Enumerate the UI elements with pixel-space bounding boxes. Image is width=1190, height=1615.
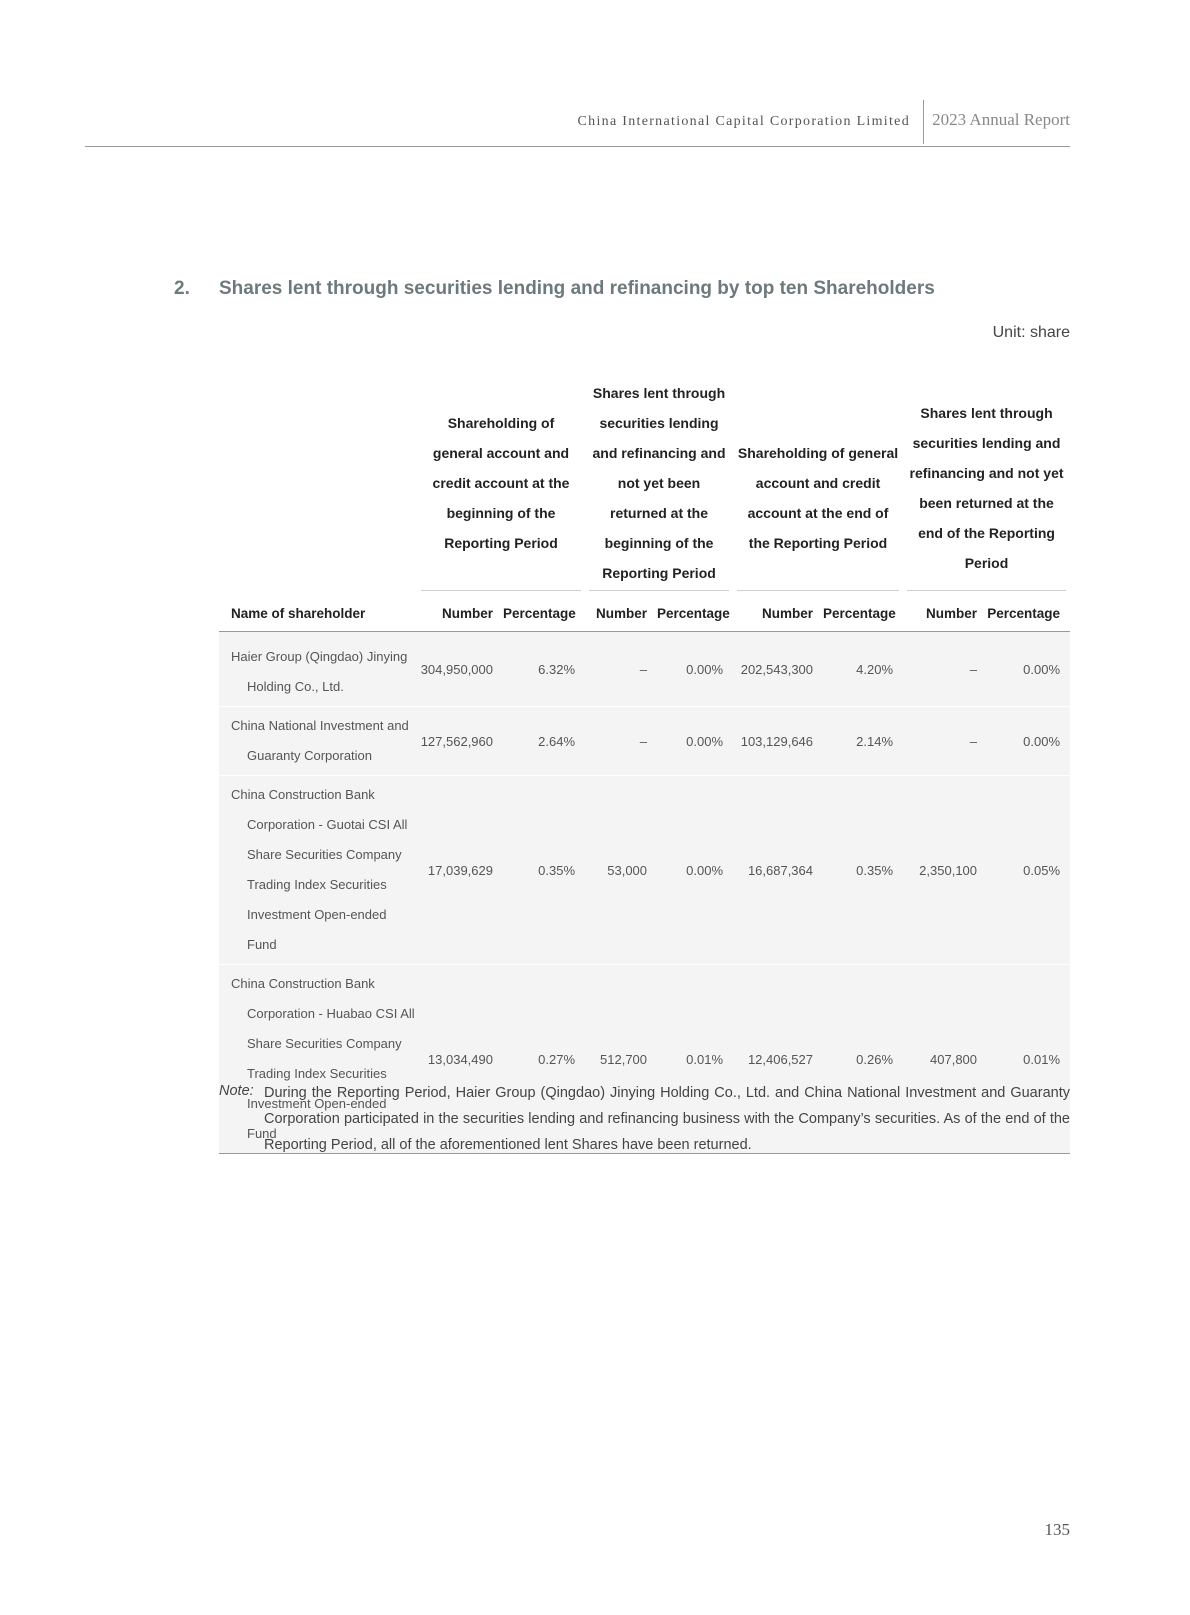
report-title: 2023 Annual Report (932, 110, 1070, 129)
table-row (219, 632, 1070, 707)
cell-value: 304,950,000 (417, 632, 503, 707)
cell-value: 0.05% (987, 776, 1070, 965)
cell-value: 0.00% (657, 707, 733, 776)
cell-value: 103,129,646 (733, 707, 823, 776)
name-line: Investment Open-ended Fund (247, 1096, 387, 1141)
cell-value: 0.00% (987, 632, 1070, 707)
group-header-text: Shareholding of general account and credit account at the beginning of the Reporting Period (421, 408, 581, 591)
group-header-text: Shares lent through securities lending and refinancing and not yet been returned at the end of the Reporting Period (907, 398, 1066, 591)
name-line: Share Securities Company (247, 1036, 402, 1051)
cell-value: 4.20% (823, 632, 903, 707)
cell-value: 13,034,490 (417, 965, 503, 1154)
cell-value: 0.01% (987, 965, 1070, 1154)
name-line: Corporation - Guotai CSI All (247, 817, 408, 832)
cell-value: 16,687,364 (733, 776, 823, 965)
group-header-text: Shareholding of general account and credit account at the end of the Reporting Period (737, 438, 899, 591)
cell-value: 127,562,960 (417, 707, 503, 776)
name-line: Trading Index Securities (247, 1066, 387, 1081)
cell-value: 407,800 (903, 965, 987, 1154)
cell-value: – (903, 632, 987, 707)
column-header: Percentage (503, 595, 585, 632)
header-divider (923, 100, 924, 144)
column-header: Number (903, 595, 987, 632)
blank-header (219, 378, 417, 595)
section-title: Shares lent through securities lending and refinancing by top ten Shareholders (219, 278, 935, 299)
cell-value: 0.35% (823, 776, 903, 965)
name-line: Guaranty Corporation (247, 748, 373, 763)
column-header: Percentage (657, 595, 733, 632)
cell-value: – (903, 707, 987, 776)
page-number: 135 (1044, 1520, 1070, 1539)
name-line: China National Investment and (231, 718, 409, 733)
shares-lent-table (219, 378, 1070, 1154)
group-header-end-lent (903, 378, 1070, 595)
cell-value: 0.35% (503, 776, 585, 965)
cell-value: 53,000 (585, 776, 657, 965)
group-header-begin-lent (585, 378, 733, 595)
name-line: Share Securities Company (247, 847, 402, 862)
page-header (85, 98, 1070, 147)
column-header: Number (585, 595, 657, 632)
cell-value: – (585, 707, 657, 776)
cell-value: 0.01% (657, 965, 733, 1154)
cell-value: 2.64% (503, 707, 585, 776)
note-text: During the Reporting Period, Haier Group (Qingdao) Jinying Holding Co., Ltd. and China National Investment and Guaranty Corporation participated in the securities lending and refinancing business with the Company’s securities. As of the end of the Reporting Period, all of the aforementioned lent Shares have been returned. (264, 1085, 1070, 1153)
company-name: China International Capital Corporation Limited (577, 114, 910, 129)
cell-value: 512,700 (585, 965, 657, 1154)
cell-value: 202,543,300 (733, 632, 823, 707)
cell-value: 0.27% (503, 965, 585, 1154)
column-header: Number (733, 595, 823, 632)
group-header-end-holding (733, 378, 903, 595)
column-header: Percentage (823, 595, 903, 632)
note-label: Note: (219, 1083, 254, 1099)
table-row (219, 776, 1070, 965)
cell-value: – (585, 632, 657, 707)
cell-value: 0.00% (987, 707, 1070, 776)
name-line: China Construction Bank (231, 976, 375, 991)
column-header: Percentage (987, 595, 1070, 632)
cell-value: 2,350,100 (903, 776, 987, 965)
shareholder-name (219, 707, 417, 776)
cell-value: 0.00% (657, 776, 733, 965)
section-number: 2. (174, 278, 190, 299)
name-line: Corporation - Huabao CSI All (247, 1006, 415, 1021)
cell-value: 12,406,527 (733, 965, 823, 1154)
group-header-begin-holding (417, 378, 585, 595)
column-header: Number (417, 595, 503, 632)
cell-value: 0.00% (657, 632, 733, 707)
name-line: Trading Index Securities (247, 877, 387, 892)
name-line: Investment Open-ended Fund (247, 907, 387, 952)
unit-label: Unit: share (992, 324, 1070, 341)
group-header-text: Shares lent through securities lending and refinancing and not yet been returned at the beginning of the Reporting Period (589, 378, 729, 591)
name-line: Holding Co., Ltd. (247, 679, 344, 694)
table-row (219, 707, 1070, 776)
name-line: Haier Group (Qingdao) Jinying (231, 649, 408, 664)
cell-value: 0.26% (823, 965, 903, 1154)
shareholder-name (219, 632, 417, 707)
name-column-header: Name of shareholder (219, 595, 417, 632)
cell-value: 17,039,629 (417, 776, 503, 965)
cell-value: 6.32% (503, 632, 585, 707)
name-line: China Construction Bank (231, 787, 375, 802)
cell-value: 2.14% (823, 707, 903, 776)
shareholder-name (219, 776, 417, 965)
